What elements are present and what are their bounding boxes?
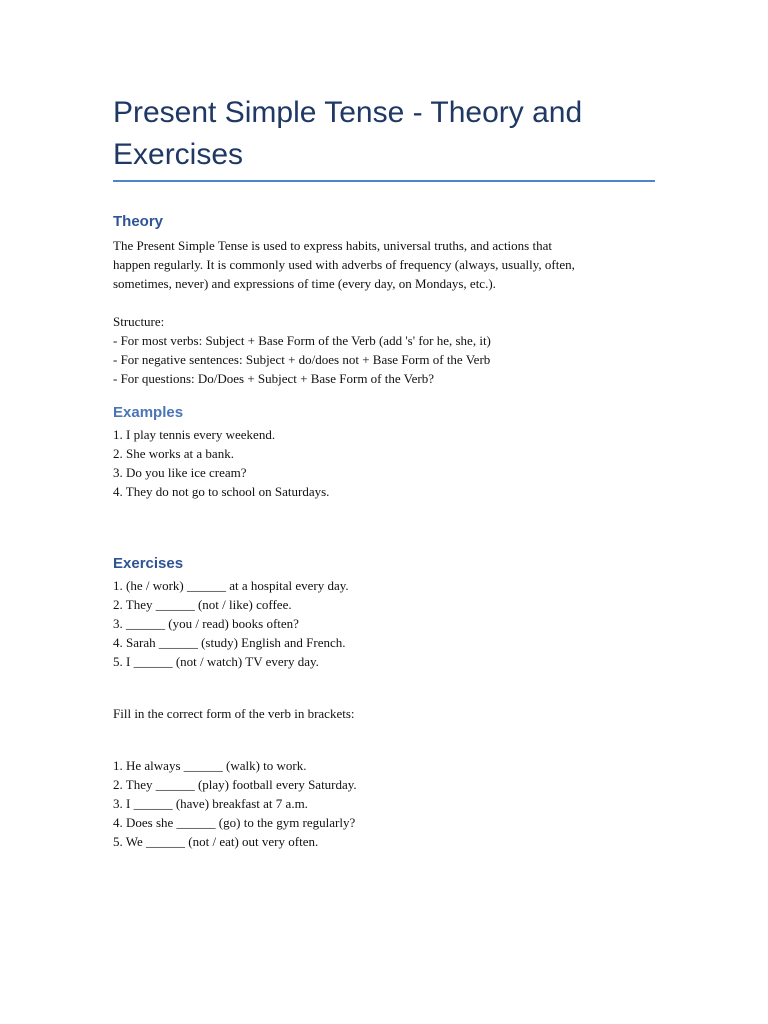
exercise-item: 3. I ______ (have) breakfast at 7 a.m. bbox=[113, 796, 308, 811]
exercise-item: 1. (he / work) ______ at a hospital every day. bbox=[113, 578, 349, 593]
examples-list bbox=[113, 425, 655, 501]
document-title: Present Simple Tense - Theory and Exercises bbox=[113, 96, 583, 171]
theory-paragraph bbox=[113, 236, 655, 293]
exercise-item: 3. ______ (you / read) books often? bbox=[113, 616, 299, 631]
structure-label: Structure: bbox=[113, 314, 165, 329]
exercise-item: 4. Does she ______ (go) to the gym regularly? bbox=[113, 815, 356, 830]
exercise-instruction: Fill in the correct form of the verb in brackets: bbox=[113, 706, 355, 721]
exercise-item: 1. He always ______ (walk) to work. bbox=[113, 758, 307, 773]
example-item: 3. Do you like ice cream? bbox=[113, 465, 247, 480]
theory-heading: Theory bbox=[113, 213, 164, 230]
exercise-item: 4. Sarah ______ (study) English and French. bbox=[113, 635, 346, 650]
exercise-list-2 bbox=[113, 756, 655, 851]
exercise-list-1 bbox=[113, 576, 655, 671]
structure-list bbox=[113, 331, 655, 388]
structure-item: - For most verbs: Subject + Base Form of the Verb (add 's' for he, she, it) bbox=[113, 333, 491, 348]
theory-line: happen regularly. It is commonly used with adverbs of frequency (always, usually, often, bbox=[113, 257, 575, 272]
structure-item: - For questions: Do/Does + Subject + Base Form of the Verb? bbox=[113, 371, 434, 386]
exercise-item: 2. They ______ (not / like) coffee. bbox=[113, 597, 292, 612]
document-page bbox=[113, 92, 655, 851]
exercises-heading: Exercises bbox=[113, 555, 184, 572]
theory-line: The Present Simple Tense is used to express habits, universal truths, and actions that bbox=[113, 238, 552, 253]
example-item: 1. I play tennis every weekend. bbox=[113, 427, 276, 442]
example-item: 4. They do not go to school on Saturdays. bbox=[113, 484, 330, 499]
examples-heading: Examples bbox=[113, 404, 184, 421]
exercise-item: 2. They ______ (play) football every Saturday. bbox=[113, 777, 357, 792]
example-item: 2. She works at a bank. bbox=[113, 446, 234, 461]
structure-item: - For negative sentences: Subject + do/does not + Base Form of the Verb bbox=[113, 352, 491, 367]
exercise-item: 5. I ______ (not / watch) TV every day. bbox=[113, 654, 319, 669]
theory-line: sometimes, never) and expressions of time (every day, on Mondays, etc.). bbox=[113, 276, 496, 291]
exercise-item: 5. We ______ (not / eat) out very often. bbox=[113, 834, 319, 849]
